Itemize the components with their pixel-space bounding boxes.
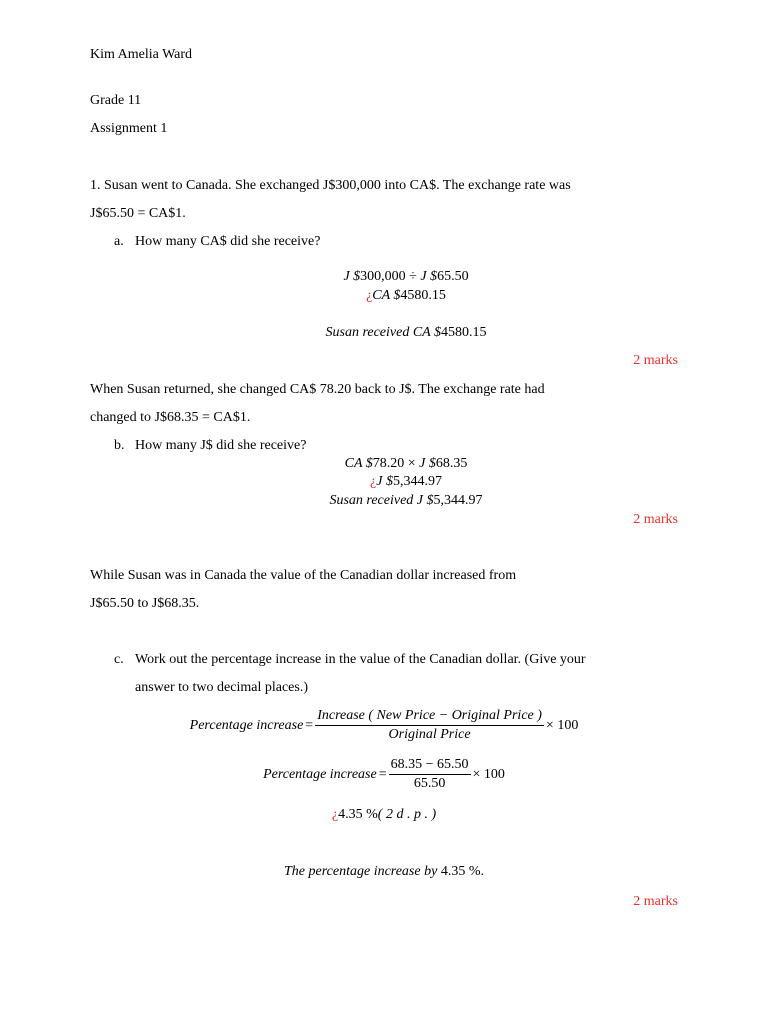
part-a-equation-1: [0, 268, 768, 286]
part-b-intro-line2: changed to J$68.35 = CA$1.: [90, 410, 251, 425]
part-a-question: How many CA$ did she receive?: [135, 234, 321, 249]
answer-value: 5,344.97: [433, 493, 483, 508]
eq-value: 65.50: [437, 269, 469, 284]
part-a-label: a.: [114, 234, 124, 249]
eq-value: 5,344.97: [392, 474, 442, 489]
formula-numerator: 68.35 − 65.50: [389, 756, 471, 775]
percentage-result: [0, 806, 768, 824]
eq-value: 300,000 ÷: [360, 269, 421, 284]
formula-denominator: Original Price: [388, 727, 471, 742]
question-1-intro-line1: 1. Susan went to Canada. She exchanged J$300,000 into CA$. The exchange rate was: [90, 178, 571, 193]
formula-multiplier: × 100: [545, 717, 579, 733]
question-1-intro-line2: J$65.50 = CA$1.: [90, 206, 186, 221]
eq-currency: J $: [343, 269, 361, 284]
result-value: 4.35 %: [338, 807, 378, 822]
part-c-marks: 2 marks: [633, 894, 678, 909]
part-c-question-line1: Work out the percentage increase in the value of the Canadian dollar. (Give your: [135, 652, 586, 667]
equals-glyph: ¿: [366, 288, 373, 303]
eq-value: 4580.15: [400, 288, 446, 303]
part-b-question: How many J$ did she receive?: [135, 438, 307, 453]
part-a-equation-2: [0, 287, 768, 305]
eq-value: 68.35: [435, 456, 468, 471]
eq-currency: J $: [419, 456, 436, 471]
formula-lhs: Percentage increase: [189, 717, 304, 733]
part-c-intro-line2: J$65.50 to J$68.35.: [90, 596, 200, 611]
part-a-answer: [0, 324, 768, 342]
answer-value: 4.35 %.: [440, 864, 484, 879]
formula-numerator: Increase ( New Price − Original Price ): [315, 707, 544, 726]
answer-value: 4580.15: [440, 325, 487, 340]
part-b-answer: [0, 492, 768, 510]
eq-value: 78.20 ×: [372, 456, 420, 471]
equals-sign: =: [378, 766, 387, 782]
equals-sign: =: [305, 717, 314, 733]
formula-denominator: 65.50: [413, 776, 446, 791]
part-c-question-line2: answer to two decimal places.): [135, 680, 308, 695]
eq-currency: CA $: [344, 456, 373, 471]
formula-fraction: [389, 756, 471, 793]
eq-currency: CA $: [372, 288, 401, 303]
part-c-answer: [0, 863, 768, 881]
formula-multiplier: × 100: [472, 766, 505, 782]
part-c-intro-line1: While Susan was in Canada the value of the Canadian dollar increased from: [90, 568, 517, 583]
part-a-marks: 2 marks: [633, 353, 678, 368]
part-b-marks: 2 marks: [633, 512, 678, 527]
answer-text: Susan received CA $: [325, 325, 441, 340]
eq-currency: J $: [420, 269, 438, 284]
part-c-label: c.: [114, 652, 124, 667]
part-b-equation-2: [0, 473, 768, 491]
result-precision: ( 2 d . p . ): [377, 807, 437, 822]
assignment-title: Assignment 1: [90, 121, 168, 136]
grade-label: Grade 11: [90, 93, 142, 108]
eq-currency: J $: [376, 474, 393, 489]
answer-text: Susan received J $: [329, 493, 434, 508]
part-b-equation-1: [0, 455, 768, 473]
answer-text: The percentage increase by: [284, 864, 438, 879]
percentage-formula: [0, 707, 768, 744]
student-name: Kim Amelia Ward: [90, 47, 193, 62]
formula-lhs: Percentage increase: [263, 766, 377, 782]
part-b-label: b.: [114, 438, 125, 453]
equals-glyph: ¿: [370, 474, 377, 489]
percentage-substitution: [0, 756, 768, 793]
equals-glyph: ¿: [331, 807, 339, 822]
formula-fraction: [315, 707, 544, 744]
part-b-intro-line1: When Susan returned, she changed CA$ 78.20 back to J$. The exchange rate had: [90, 382, 545, 397]
